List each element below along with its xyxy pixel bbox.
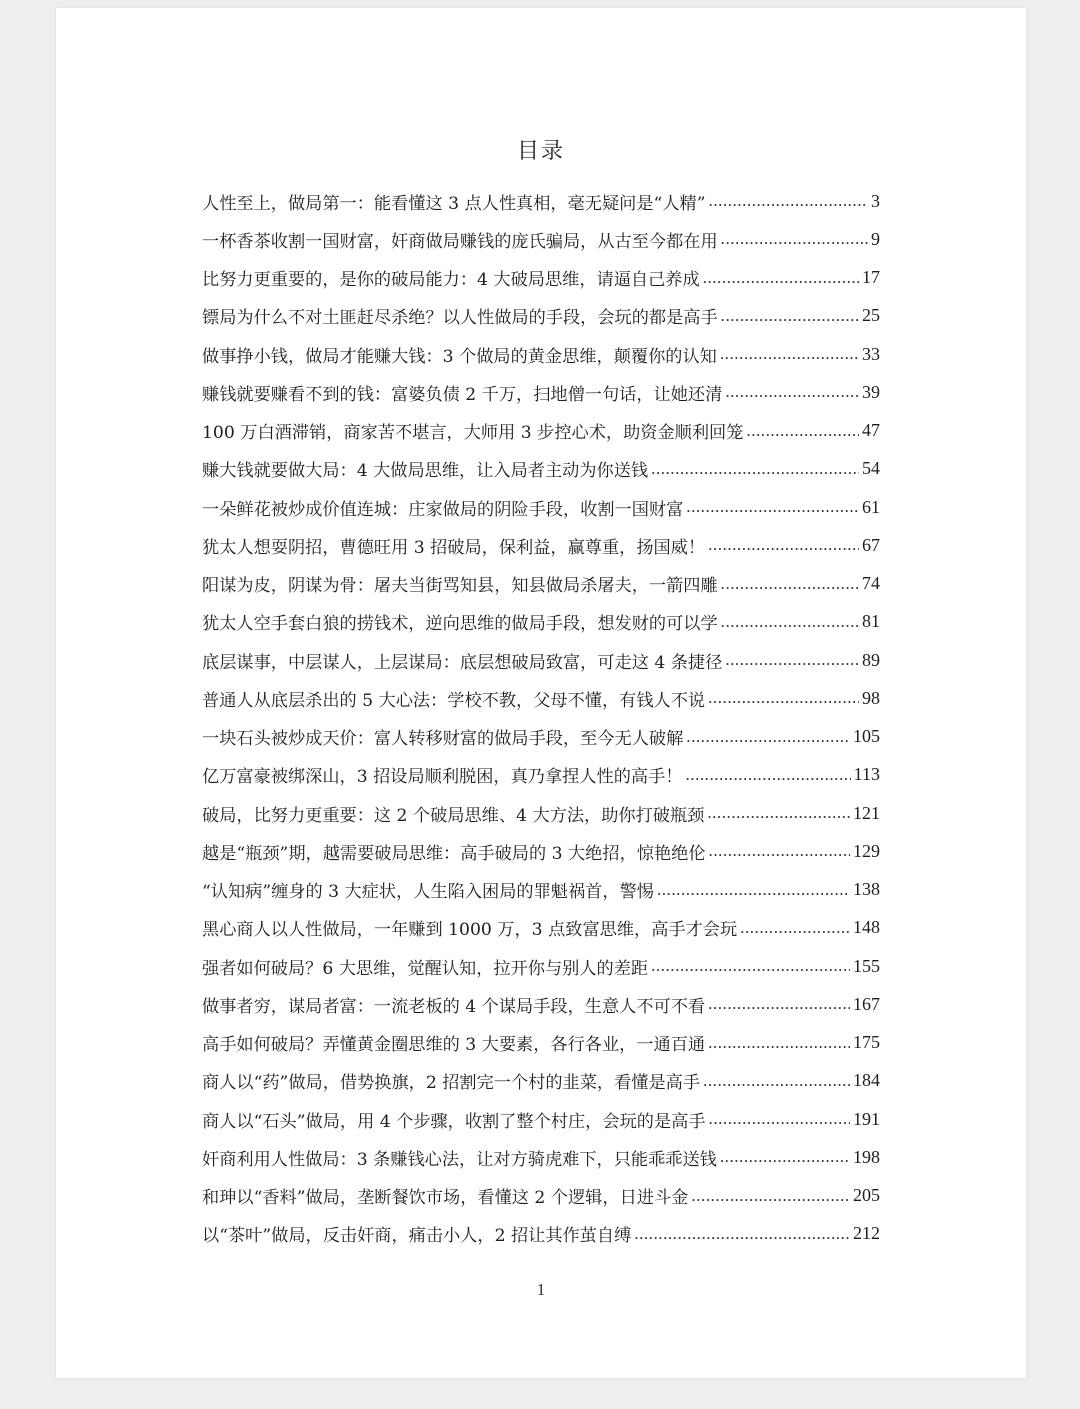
toc-entry-page-number: 184	[853, 1070, 880, 1091]
dot-leader	[686, 497, 859, 517]
toc-entry-title: 镖局为什么不对土匪赶尽杀绝？以人性做局的手段，会玩的都是高手	[202, 308, 718, 329]
dot-leader	[708, 688, 859, 708]
dot-leader	[651, 956, 850, 976]
toc-entry-page-number: 212	[853, 1223, 880, 1244]
toc-entry[interactable]	[202, 1215, 880, 1253]
toc-entry-page-number: 155	[853, 955, 880, 976]
dot-leader	[725, 650, 859, 670]
toc-entry-page-number: 175	[853, 1032, 880, 1053]
toc-entry-title: 赚钱就要赚看不到的钱：富婆负债 2 千万，扫地僧一句话，让她还清	[202, 384, 723, 405]
toc-entry-page-number: 9	[871, 228, 880, 249]
toc-entry-title: 以“茶叶”做局，反击奸商，痛击小人，2 招让其作茧自缚	[202, 1226, 632, 1247]
toc-entry[interactable]	[202, 297, 880, 335]
toc-entry-title: 做事挣小钱，做局才能赚大钱：3 个做局的黄金思维，颠覆你的认知	[202, 346, 717, 367]
toc-entry-title: 犹太人想耍阴招，曹德旺用 3 招破局，保利益，赢尊重，扬国威！	[202, 537, 706, 558]
dot-leader	[686, 727, 850, 747]
dot-leader	[651, 459, 859, 479]
toc-entry-page-number: 81	[862, 611, 880, 632]
toc-entry-page-number: 191	[853, 1108, 880, 1129]
dot-leader	[709, 841, 850, 861]
toc-entry-title: 做事者穷，谋局者富：一流老板的 4 个谋局手段，生意人不可不看	[202, 996, 706, 1017]
toc-entry-title: 和珅以“香料”做局，垄断餐饮市场，看懂这 2 个逻辑，日进斗金	[202, 1188, 689, 1209]
toc-entry-page-number: 89	[862, 649, 880, 670]
toc-list	[202, 182, 880, 1253]
toc-entry-page-number: 67	[862, 534, 880, 555]
toc-entry[interactable]	[202, 832, 880, 870]
toc-entry-page-number: 113	[853, 764, 880, 785]
toc-entry[interactable]	[202, 1138, 880, 1176]
toc-entry-title: 强者如何破局？6 大思维，觉醒认知，拉开你与别人的差距	[202, 958, 649, 979]
toc-entry[interactable]	[202, 335, 880, 373]
toc-entry[interactable]	[202, 1177, 880, 1215]
dot-leader	[709, 191, 868, 211]
toc-entry[interactable]	[202, 220, 880, 258]
toc-entry-title: 破局，比努力更重要：这 2 个破局思维、4 大方法，助你打破瓶颈	[202, 805, 705, 826]
toc-entry-page-number: 205	[853, 1185, 880, 1206]
toc-entry[interactable]	[202, 603, 880, 641]
toc-entry[interactable]	[202, 412, 880, 450]
toc-entry-page-number: 129	[853, 840, 880, 861]
toc-entry[interactable]	[202, 565, 880, 603]
toc-entry[interactable]	[202, 1062, 880, 1100]
dot-leader	[703, 268, 859, 288]
toc-entry-title: 人性至上，做局第一：能看懂这 3 点人性真相，毫无疑问是“人精”	[202, 193, 706, 214]
dot-leader	[634, 1224, 850, 1244]
toc-entry-title: “认知病”缠身的 3 大症状，人生陷入困局的罪魁祸首，警惕	[202, 882, 654, 903]
toc-entry[interactable]	[202, 985, 880, 1023]
toc-entry[interactable]	[202, 679, 880, 717]
dot-leader	[740, 918, 850, 938]
toc-entry-page-number: 167	[853, 993, 880, 1014]
document-page	[56, 8, 1026, 1378]
toc-entry-page-number: 61	[862, 496, 880, 517]
toc-entry-page-number: 121	[853, 802, 880, 823]
toc-entry-title: 商人以“药”做局，借势换旗，2 招割完一个村的韭菜，看懂是高手	[202, 1073, 701, 1094]
toc-entry[interactable]	[202, 1024, 880, 1062]
dot-leader	[707, 803, 850, 823]
toc-entry-title: 100 万白酒滞销，商家苦不堪言，大师用 3 步控心术，助资金顺利回笼	[202, 423, 744, 444]
toc-entry[interactable]	[202, 641, 880, 679]
dot-leader	[708, 1033, 850, 1053]
toc-entry-page-number: 33	[862, 343, 880, 364]
toc-entry-page-number: 3	[871, 190, 880, 211]
toc-entry[interactable]	[202, 1100, 880, 1138]
toc-entry-title: 一杯香茶收割一国财富，奸商做局赚钱的庞氏骗局，从古至今都在用	[202, 231, 718, 252]
toc-entry-page-number: 98	[862, 687, 880, 708]
toc-entry[interactable]	[202, 794, 880, 832]
toc-entry-title: 阳谋为皮，阴谋为骨：屠夫当街骂知县，知县做局杀屠夫，一箭四雕	[202, 576, 718, 597]
toc-entry-title: 奸商利用人性做局：3 条赚钱心法，让对方骑虎难下，只能乖乖送钱	[202, 1149, 717, 1170]
toc-entry-title: 商人以“石头”做局，用 4 个步骤，收割了整个村庄，会玩的是高手	[202, 1111, 706, 1132]
dot-leader	[720, 1147, 850, 1167]
toc-entry[interactable]	[202, 488, 880, 526]
toc-entry-page-number: 47	[862, 420, 880, 441]
dot-leader	[703, 1071, 850, 1091]
toc-title: 目录	[516, 139, 565, 164]
toc-entry[interactable]	[202, 450, 880, 488]
toc-entry[interactable]	[202, 909, 880, 947]
toc-entry-title: 亿万富豪被绑深山，3 招设局顺利脱困，真乃拿捏人性的高手！	[202, 767, 683, 788]
toc-entry-page-number: 39	[862, 381, 880, 402]
toc-entry-title: 犹太人空手套白狼的捞钱术，逆向思维的做局手段，想发财的可以学	[202, 614, 718, 635]
toc-entry-page-number: 25	[862, 305, 880, 326]
toc-entry-title: 黑心商人以人性做局，一年赚到 1000 万，3 点致富思维，高手才会玩	[202, 920, 738, 941]
toc-entry[interactable]	[202, 756, 880, 794]
dot-leader	[708, 535, 859, 555]
toc-entry-page-number: 138	[853, 879, 880, 900]
toc-entry[interactable]	[202, 373, 880, 411]
toc-entry-page-number: 148	[853, 917, 880, 938]
toc-entry[interactable]	[202, 526, 880, 564]
dot-leader	[725, 382, 859, 402]
toc-entry-page-number: 74	[862, 573, 880, 594]
toc-entry-title: 赚大钱就要做大局：4 大做局思维，让入局者主动为你送钱	[202, 461, 649, 482]
toc-entry-title: 越是“瓶颈”期，越需要破局思维：高手破局的 3 大绝招，惊艳绝伦	[202, 843, 706, 864]
toc-entry[interactable]	[202, 947, 880, 985]
toc-entry-page-number: 54	[862, 458, 880, 479]
toc-entry-title: 底层谋事，中层谋人，上层谋局：底层想破局致富，可走这 4 条捷径	[202, 652, 723, 673]
toc-entry-page-number: 198	[853, 1146, 880, 1167]
toc-entry-page-number: 105	[853, 726, 880, 747]
toc-entry-title: 普通人从底层杀出的 5 大心法：学校不教，父母不懂，有钱人不说	[202, 690, 706, 711]
toc-entry[interactable]	[202, 871, 880, 909]
toc-entry[interactable]	[202, 182, 880, 220]
toc-entry-title: 比努力更重要的，是你的破局能力：4 大破局思维，请逼自己养成	[202, 270, 700, 291]
toc-entry-title: 一朵鲜花被炒成价值连城：庄家做局的阴险手段，收割一国财富	[202, 499, 684, 520]
page-number: 1	[536, 1280, 546, 1299]
toc-entry-page-number: 17	[862, 267, 880, 288]
dot-leader	[746, 421, 859, 441]
dot-leader	[721, 306, 859, 326]
dot-leader	[657, 880, 850, 900]
dot-leader	[721, 229, 868, 249]
toc-entry[interactable]	[202, 259, 880, 297]
dot-leader	[709, 1109, 850, 1129]
toc-entry[interactable]	[202, 718, 880, 756]
dot-leader	[721, 574, 859, 594]
dot-leader	[720, 344, 859, 364]
toc-entry-title: 高手如何破局？弄懂黄金圈思维的 3 大要素，各行各业，一通百通	[202, 1035, 706, 1056]
dot-leader	[691, 1186, 850, 1206]
dot-leader	[685, 765, 850, 785]
dot-leader	[708, 994, 850, 1014]
dot-leader	[721, 612, 859, 632]
toc-entry-title: 一块石头被炒成天价：富人转移财富的做局手段，至今无人破解	[202, 729, 684, 750]
